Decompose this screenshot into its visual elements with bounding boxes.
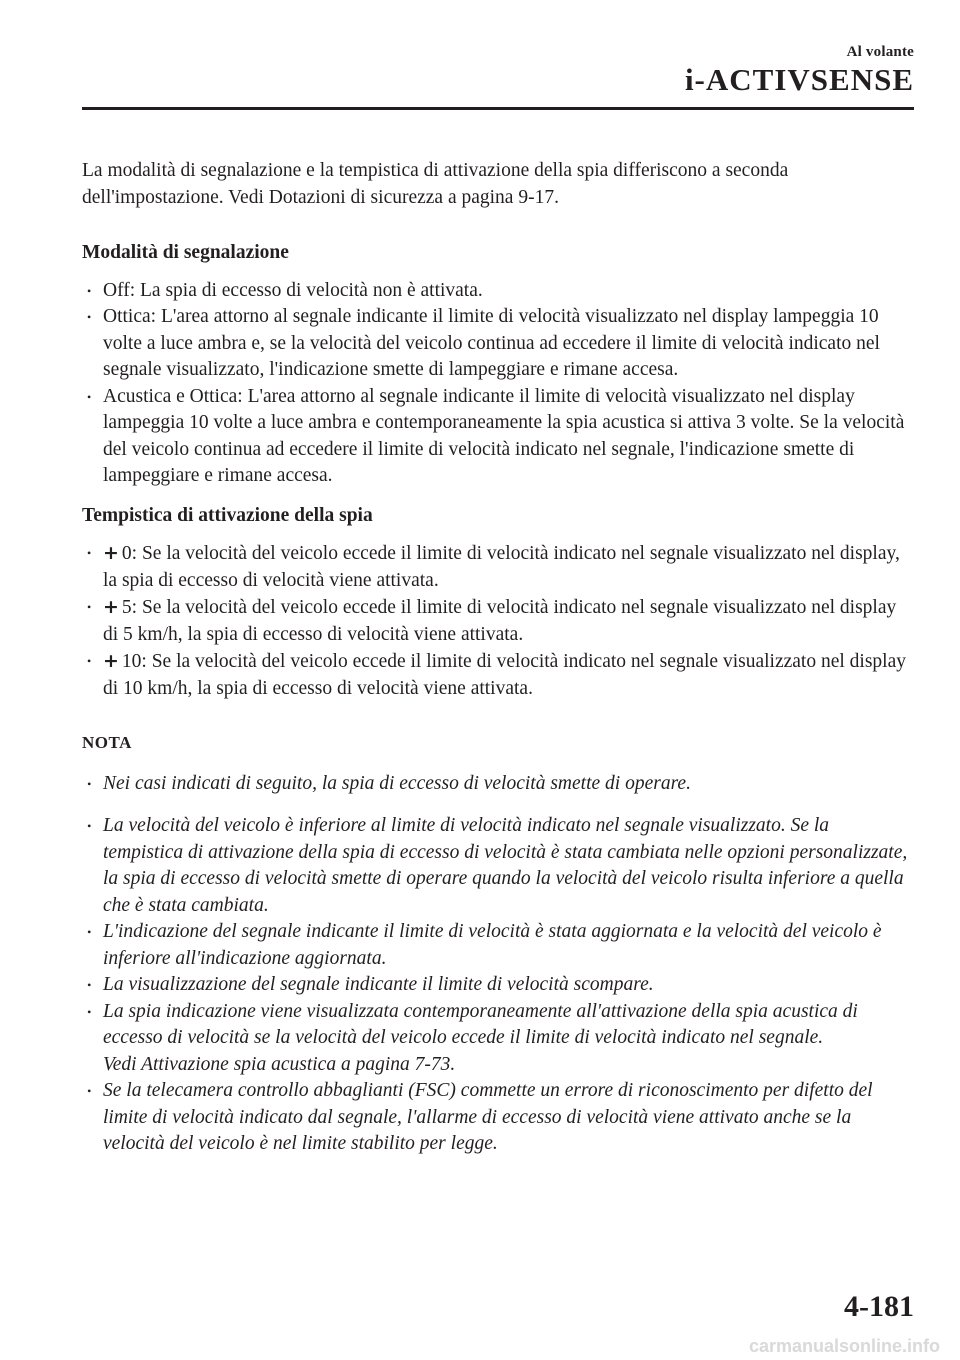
- signal-mode-heading: Modalità di segnalazione: [82, 242, 289, 263]
- list-item: • La visualizzazione del segnale indicante il limite di velocità scompare.: [82, 972, 914, 999]
- page-body: [82, 158, 914, 1158]
- plus-icon: +: [103, 596, 119, 618]
- activation-timing-list: [82, 540, 914, 702]
- chapter-title: i-ACTIVSENSE: [684, 62, 914, 97]
- list-item: • Nei casi indicati di seguito, la spia di eccesso di velocità smette di operare.: [82, 771, 914, 798]
- signal-mode-list: [82, 278, 914, 490]
- list-item-text: 5: Se la velocità del veicolo eccede il limite di velocità indicato nel segnale visualizzato nel display di 5 km/h, la spia di eccesso di velocità viene attivata.: [103, 597, 897, 645]
- signal-mode-section: [82, 240, 914, 490]
- header-divider: [82, 107, 914, 110]
- note-list-continued: [82, 999, 914, 1158]
- list-item: [82, 999, 914, 1079]
- note-list: [82, 771, 914, 798]
- list-item-text: La spia indicazione viene visualizzata contemporaneamente all'attivazione della spia acustica di eccesso di velocità se la velocità del veicolo eccede il limite di velocità indicato nel segnale.: [103, 1000, 858, 1048]
- activation-timing-heading: Tempistica di attivazione della spia: [82, 504, 373, 526]
- note-sub-list: [82, 813, 914, 999]
- list-item: • Acustica e Ottica: L'area attorno al segnale indicante il limite di velocità visualizzato nel display lampeggia 10 volte a luce ambra e contemporaneamente la spia acustica si attiva 3 volte. Se la velocità del veicolo continua ad eccedere il limite di velocità indicato nel segnale, l'indicazione smette di lampeggiare e rimane accesa.: [82, 384, 914, 490]
- section-label: Al volante: [846, 44, 914, 60]
- activation-timing-section: [82, 503, 914, 703]
- list-item: • Off: La spia di eccesso di velocità non è attivata.: [82, 278, 914, 305]
- list-item: • La velocità del veicolo è inferiore al limite di velocità indicato nel segnale visualizzato. Se la tempistica di attivazione della spia di eccesso di velocità è stata cambiata nelle opzioni personalizzate, la spia di eccesso di velocità smette di operare quando la velocità del veicolo risulta inferiore a quella che è stata cambiata.: [82, 813, 914, 919]
- list-item: • Se la telecamera controllo abbaglianti (FSC) commette un errore di riconoscimento per difetto del limite di velocità indicato dal segnale, l'allarme di eccesso di velocità viene attivato anche se la velocità del veicolo è nel limite stabilito per legge.: [82, 1078, 914, 1158]
- page-number: 4-181: [844, 1290, 914, 1323]
- plus-icon: +: [103, 650, 119, 672]
- list-item-text: 10: Se la velocità del veicolo eccede il limite di velocità indicato nel segnale visualizzato nel display di 10 km/h, la spia di eccesso di velocità viene attivata.: [103, 651, 906, 699]
- list-item-text: 0: Se la velocità del veicolo eccede il limite di velocità indicato nel segnale visualizzato nel display, la spia di eccesso di velocità viene attivata.: [103, 543, 900, 591]
- list-item: [82, 540, 914, 594]
- watermark: carmanualsonline.info: [748, 1336, 940, 1356]
- plus-icon: +: [103, 542, 119, 564]
- note-title: NOTA: [82, 733, 132, 752]
- list-item: • L'indicazione del segnale indicante il limite di velocità è stata aggiornata e la velocità del veicolo è inferiore all'indicazione aggiornata.: [82, 919, 914, 972]
- cross-reference: Vedi Attivazione spia acustica a pagina 7-73.: [103, 1053, 456, 1075]
- list-item: [82, 648, 914, 702]
- intro-paragraph: La modalità di segnalazione e la tempistica di attivazione della spia differiscono a seconda dell'impostazione. Vedi Dotazioni di sicurezza a pagina 9-17.: [82, 160, 789, 208]
- list-item: [82, 594, 914, 648]
- list-item: • Ottica: L'area attorno al segnale indicante il limite di velocità visualizzato nel display lampeggia 10 volte a luce ambra e, se la velocità del veicolo continua ad eccedere il limite di velocità indicato nel segnale visualizzato, l'indicazione smette di lampeggiare e rimane accesa.: [82, 304, 914, 384]
